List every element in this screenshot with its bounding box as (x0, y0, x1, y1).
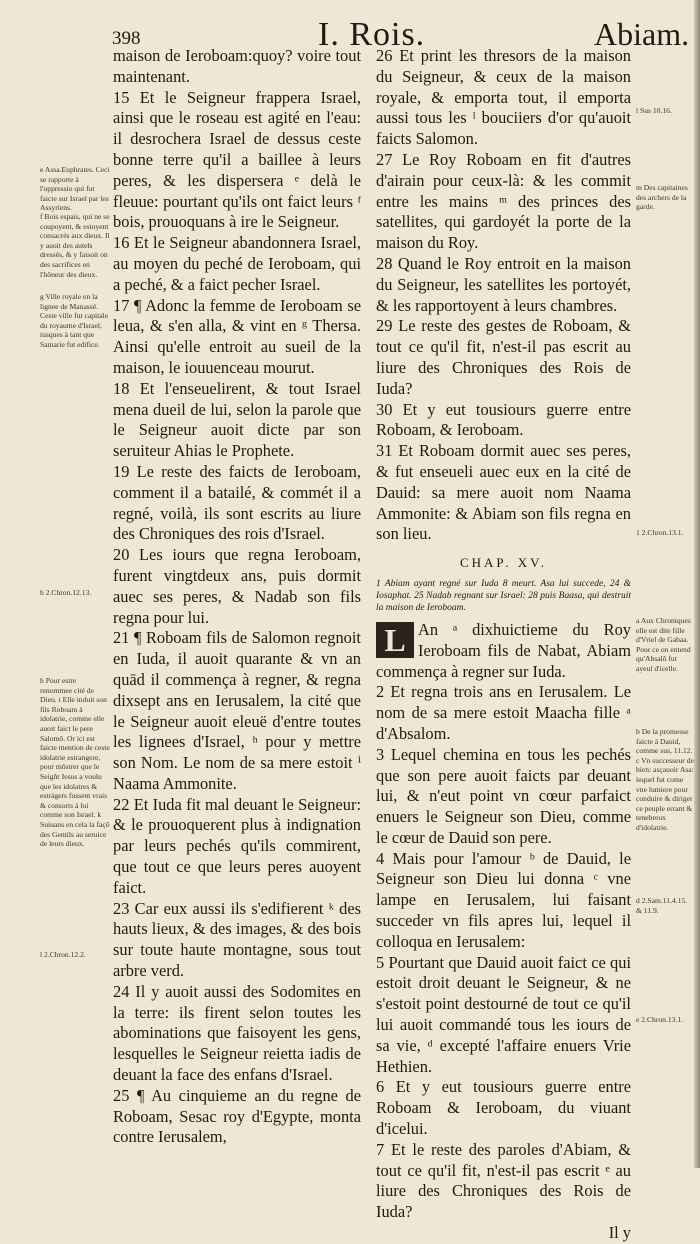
margin-note-ref-l: l 2.Chron.12.2. (40, 950, 86, 959)
text-column-right (376, 46, 631, 1244)
verse: 28 Quand le Roy entroit en la maison du Seigneur, les satellites les portoyét, & les rapportoyent à leurs chambres. (376, 253, 631, 315)
verse: 21 ¶ Roboam fils de Salomon regnoit en Iuda, il auoit quarante & vn an quād il commença à regner, & regna dixsept ans en Ierusalem, la cité que le Seigneur auoit eleuë d'entre toutes les lignees d'Israel, ʰ pour y mettre son Nom. Le nom de sa mere estoit ⁱ Naama Ammonite. (113, 628, 361, 793)
verse: 6 Et y eut tousiours guerre entre Roboam & Ieroboam, du viuant d'icelui. (376, 1077, 631, 1139)
verse: 2 Et regna trois ans en Ierusalem. Le nom de sa mere estoit Maacha fille ᵃ d'Absalom. (376, 682, 631, 743)
chapter-heading: CHAP. XV. (459, 555, 548, 571)
margin-note-h-i-k: h Pour estre renommee cité de Dieu. i Elle induit son fils Roboam à idolatrie, comme elle auoit faict le pere Salomõ. Or ici est faicte mention de ceste idolatrie estrangere, pour mõstrer que le Seigñr Iesus a voulu que les idolatres & estrágers fussent vrais & consorts à lui comme son Israel. k Suiuans en cela la façõ des Gentils au seruice de leurs dieux. (40, 676, 110, 849)
page-number: 398 (112, 28, 141, 49)
margin-note-ref-1: 1 2.Chron.13.1. (636, 528, 684, 537)
catchword: Il y (608, 1223, 631, 1243)
verse: 3 Lequel chemina en tous les pechés que son pere auoit faicts par deuant lui, & n'eut point vn cœur parfaict enuers le Seigneur son Dieu, comme le cœur de Dauid son pere. (376, 744, 631, 847)
verse: maison de Ieroboam:quoy? voire tout maintenant. (113, 46, 361, 86)
verse: 17 ¶ Adonc la femme de Ieroboam se leua, & s'en alla, & vint en ᵍ Thersa. Ainsi qu'elle entroit au sueil de la maison, le iouuenceau mourut. (113, 295, 361, 377)
margin-note-a: a Aux Chroniques elle est dite fille d'Vriel de Gabaa. Pour ce on entend qu'Absalõ fut ayeul d'icelle. (636, 616, 691, 673)
running-title: Abiam. (594, 16, 690, 52)
margin-note-e: e Assa.Euphrates. Ceci se rapporte à l'oppressio qui fut faicte sur Israel par les Assyriens. (40, 165, 110, 213)
verse: 26 Et print les thresors de la maison du Seigneur, & ceux de la maison royale, & emporta tout, il emporta aussi tous les ˡ bouciiers d'or qu'auoit faicts Salomon. (376, 46, 631, 149)
verse: 19 Le reste des faicts de Ieroboam, comment il a batailé, & commét il a regné, voilà, ils sont escrits au liure des Chroniques des rois d'Israel. (113, 461, 361, 544)
page-gutter-shadow (694, 0, 700, 1168)
verse-text: An ᵃ dixhuictieme du Roy Ieroboam fils de Nabat, Abiam commença à regner sur Iuda. (376, 619, 631, 681)
verse: 4 Mais pour l'amour ᵇ de Dauid, le Seigneur son Dieu lui donna ᶜ vne lampe en Ierusalem, lui faisant succeder vn fils apres lui, lequel il colloqua en Ierusalem: (376, 848, 631, 951)
margin-note-d: d 2.Sam.11.4.15. & 11.9. (636, 896, 688, 915)
verse: 23 Car eux aussi ils s'edifierent ᵏ des hauts lieux, & des images, & des bois sur toute haute montagne, sous tout arbre verd. (113, 898, 361, 981)
verse: 29 Le reste des gestes de Roboam, & tout ce qu'il fit, n'est-il pas escrit au liure des Chroniques des Rois de Iuda? (376, 316, 631, 398)
verse: 18 Et l'enseuelirent, & tout Israel mena dueil de lui, selon la parole que le Seigneur auoit dicte par son seruiteur Ahias le Prophete. (113, 378, 361, 461)
chapter-summary: 1 Abiam ayant regné sur Iuda 8 meurt. Asa lui succede, 24 & Iosaphat. 25 Nadab regnant sur Israel: 28 puis Baasa, qui destruit la maison de Ieroboam. (376, 578, 631, 613)
verse: 20 Les iours que regna Ieroboam, furent vingtdeux ans, puis dormit auec ses peres, & Nadab son fils regna pour lui. (113, 545, 361, 627)
verse: 16 Et le Seigneur abandonnera Israel, au moyen du peché de Ieroboam, qui a peché, & a faict pecher Israel. (113, 233, 361, 294)
verse: 30 Et y eut tousiours guerre entre Roboam, & Ieroboam. (376, 399, 631, 440)
margin-note-f: f Bois espais, qui ne se coupoyent, & estoyent consacrés aux dieux. Il y auoit des autels dressés, & y faisoit on des sacrifices en l'hõneur des dieux. (40, 212, 110, 279)
verse: 31 Et Roboam dormit auec ses peres, & fut enseueli auec eux en la cité de Dauid: sa mere auoit nom Naama Ammonite: & Abiam son fils regna en son lieu. (376, 441, 631, 544)
verse: 27 Le Roy Roboam en fit d'autres d'airain pour ceux-là: & les commit entre les mains ᵐ des princes des satellites, qui gardoyét la porte de la maison du Roy. (376, 149, 631, 253)
verse: 7 Et le reste des paroles d'Abiam, & tout ce qu'il fit, n'est-il pas escrit ᵉ au liure des Chroniques des Rois de Iuda? (376, 1139, 631, 1222)
verse: 22 Et Iuda fit mal deuant le Seigneur: & le prouoquerent plus à indignation par leurs pechés qu'ils commirent, que tout ce que leurs peres auoyent faict. (113, 794, 361, 897)
book-title: I. Rois. (318, 16, 426, 53)
verse: 24 Il y auoit aussi des Sodomites en la terre: ils firent selon toutes les abominations que faisoyent les gens, lesquelles le Seigneur reietta iadis de deuant la face des enfans d'Israel. (113, 981, 361, 1085)
margin-note-g: g Ville royale en la lignee de Manassé. Ceste ville fut capitale du royaume d'Israel, iusques à tant que Samarie fut edifice. (40, 292, 109, 349)
running-header (0, 6, 700, 53)
margin-note-ref-e: e 2.Chron.13.1. (636, 1015, 684, 1024)
margin-note-ref-h: h 2.Chron.12.13. (40, 588, 92, 597)
verse: 15 Et le Seigneur frappera Israel, ainsi que le roseau est agité en l'eau: il desrochera Israel de dessus ceste bonne terre qu'il a baillee à leurs peres, & les dispersera ᵉ delà le fleuue: pourtant qu'ils ont faict leurs ᶠ bois, prouoquans à ire le Seigneur. (113, 87, 361, 232)
verse-first (376, 620, 631, 682)
margin-note-b-c: b De la promesse faicte à Dauid, comme sus, 11.12. c Vn successeur de bien: asçauoir Asa: lequel fut come vne lumiere pour conduire & diriger ce peuple errant & tenebreux d'idolatrie. (636, 727, 694, 832)
text-column-left (113, 46, 361, 1148)
margin-note-l: l Sus 10.16. (636, 106, 672, 115)
verse: 25 ¶ Au cinquieme an du regne de Roboam, Sesac roy d'Egypte, monta contre Ierusalem, (113, 1085, 361, 1147)
verse: 5 Pourtant que Dauid auoit faict ce qui estoit droit deuant le Seigneur, & ne s'estoit point destourné de tout ce qu'il lui auoit commandé tous les iours de sa vie, ᵈ excepté l'affaire enuers Vrie Hethien. (376, 952, 631, 1076)
drop-cap: L (376, 622, 414, 658)
margin-note-m: m Des capitaines des archers de la garde. (636, 183, 688, 212)
